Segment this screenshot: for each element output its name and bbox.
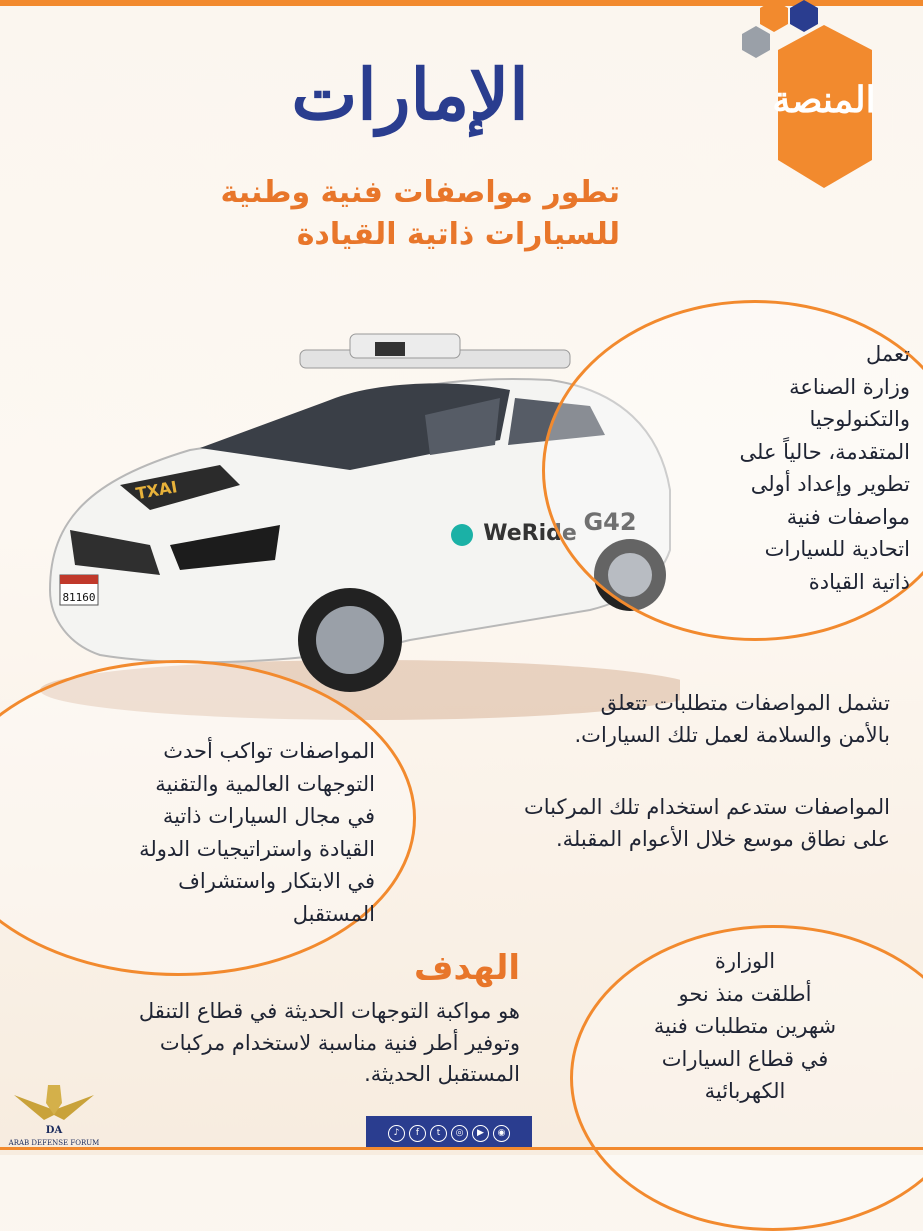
info-line: شهرين متطلبات فنية — [653, 1014, 837, 1039]
info-line: الوزارة — [714, 949, 776, 973]
goal-text — [60, 996, 520, 1091]
logo-text: المنصة — [772, 79, 876, 121]
twitter-icon[interactable]: t — [430, 1125, 447, 1142]
info-line: في الابتكار واستشراف — [178, 869, 375, 894]
paragraph-line: على نطاق موسع خلال الأعوام المقبلة. — [555, 826, 890, 851]
paragraph-line: المواصفات ستدعم استخدام تلك المركبات — [524, 795, 890, 819]
info-line: المواصفات تواكب أحدث — [163, 739, 375, 763]
goal-line: هو مواكبة التوجهات الحديثة في قطاع التنقل — [138, 999, 520, 1023]
info-line: في قطاع السيارات — [661, 1046, 829, 1071]
subtitle-line-1: تطور مواصفات فنية وطنية — [220, 175, 620, 210]
license-plate: 81160 — [62, 591, 96, 604]
info-line: وزارة الصناعة — [789, 374, 910, 399]
g42-brand: G42 — [583, 508, 637, 536]
info-line: مواصفات فنية — [786, 504, 910, 529]
info-circle-top-right-text — [640, 338, 910, 598]
subtitle-line-2: للسيارات ذاتية القيادة — [296, 217, 620, 252]
social-media-bar — [366, 1116, 532, 1150]
paragraph-line: تشمل المواصفات متطلبات تتعلق — [600, 691, 890, 715]
info-line: الكهربائية — [704, 1079, 786, 1104]
info-line: اتحادية للسيارات — [764, 537, 910, 562]
info-line: المتقدمة، حالياً على — [739, 439, 910, 464]
goal-line: وتوفير أطر فنية مناسبة لاستخدام مركبات — [159, 1030, 520, 1055]
arab-defense-forum-watermark — [4, 1075, 104, 1150]
bottom-accent-line — [0, 1147, 923, 1150]
info-line: تطوير وإعداد أولى — [750, 472, 910, 497]
paragraph-line: بالأمن والسلامة لعمل تلك السيارات. — [574, 722, 890, 747]
weride-brand: WeRide — [483, 521, 577, 546]
info-circle-bottom-right-text — [610, 945, 880, 1108]
info-line: في مجال السيارات ذاتية — [162, 804, 375, 829]
brand-logo — [740, 0, 923, 200]
info-line: ذاتية القيادة — [808, 569, 910, 594]
specs-paragraph-1 — [470, 688, 890, 751]
info-line: القيادة واستراتيجيات الدولة — [139, 836, 375, 861]
info-line: أطلقت منذ نحو — [678, 981, 812, 1006]
tiktok-icon[interactable]: ♪ — [388, 1125, 405, 1142]
instagram-icon[interactable]: ◎ — [451, 1125, 468, 1142]
goal-title: الهدف — [413, 948, 520, 988]
goal-line: المستقبل الحديثة. — [364, 1062, 520, 1086]
info-line: والتكنولوجيا — [809, 407, 910, 432]
watermark-text: ARAB DEFENSE FORUM — [8, 1139, 100, 1147]
facebook-icon[interactable]: f — [409, 1125, 426, 1142]
roof-label: TXAI — [134, 477, 179, 504]
info-line: تعمل — [865, 342, 910, 366]
snapchat-icon[interactable]: ◉ — [493, 1125, 510, 1142]
specs-paragraph-2 — [440, 792, 890, 855]
youtube-icon[interactable]: ▶ — [472, 1125, 489, 1142]
page-title: الإمارات — [291, 53, 529, 136]
info-circle-left-text — [95, 735, 375, 930]
info-line: التوجهات العالمية والتقنية — [155, 771, 375, 796]
watermark-abbr: DA — [45, 1125, 63, 1136]
info-line: المستقبل — [292, 901, 375, 926]
